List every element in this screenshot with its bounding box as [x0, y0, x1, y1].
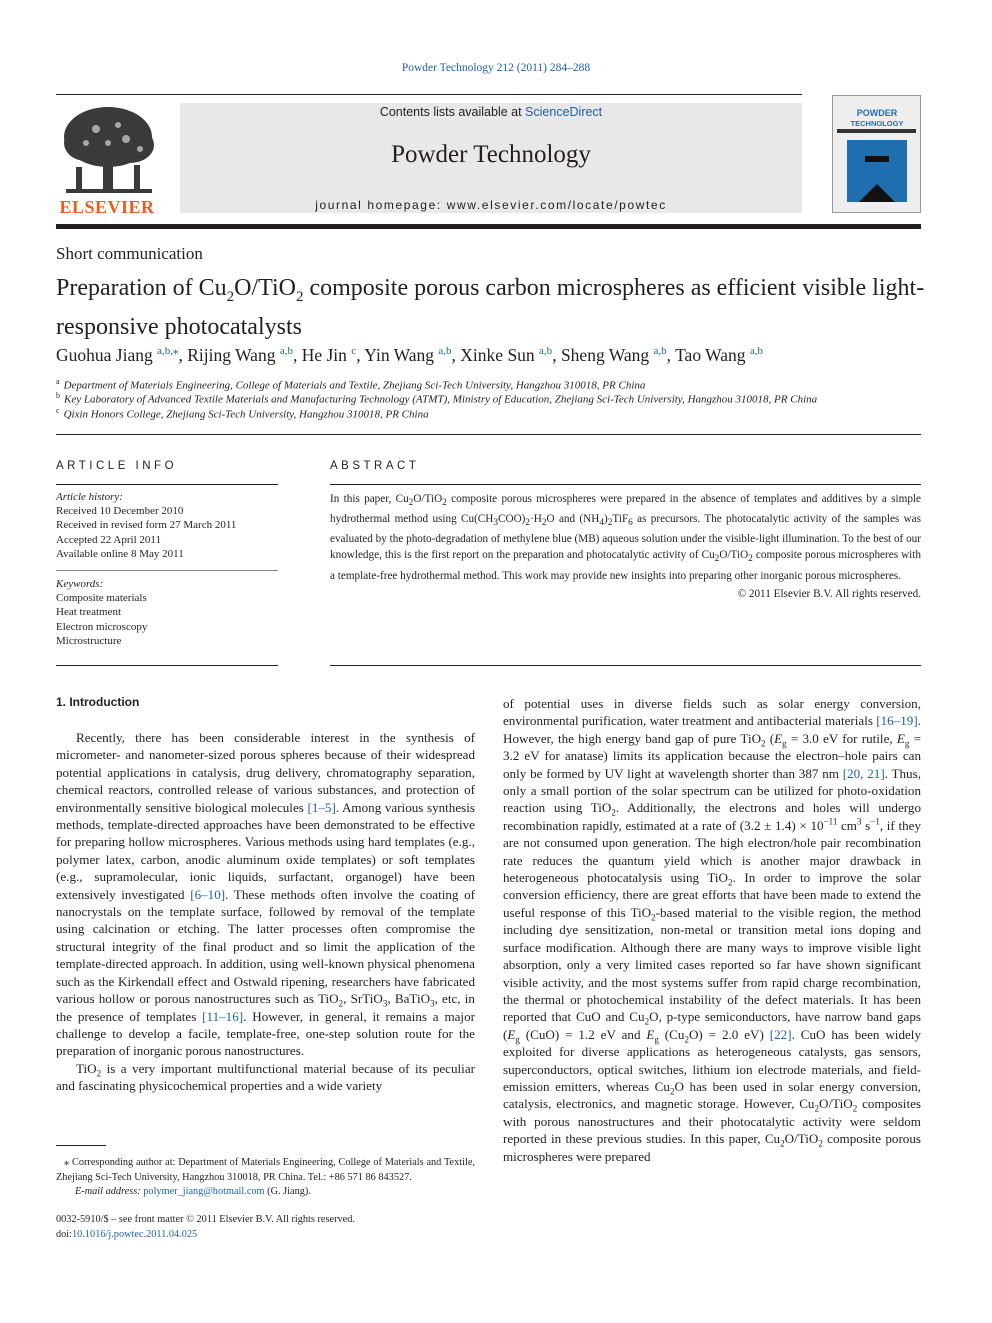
body-column-left — [56, 729, 475, 1095]
journal-cover — [832, 95, 921, 213]
sciencedirect-link[interactable]: ScienceDirect — [525, 105, 603, 119]
email-link[interactable]: polymer_jiang@hotmail.com — [143, 1186, 265, 1197]
keyword: Microstructure — [56, 634, 122, 647]
email-footnote: E-mail address: polymer_jiang@hotmail.com (G. Jiang). — [75, 1186, 311, 1197]
author[interactable]: Xinke Sun — [460, 344, 535, 365]
paragraph: TiO$_2$ is a very important multifunctional material because of its peculiar and fascinating physicochemical properties and a wide variety — [56, 1060, 475, 1094]
author[interactable]: Guohua Jiang — [56, 344, 153, 365]
article-type: Short communication — [56, 244, 203, 263]
body-column-right — [503, 695, 921, 1165]
cover-title-1: POWDER — [856, 108, 898, 118]
keywords: Keywords: Composite materials Heat treatment Electron microscopy Microstructure — [56, 577, 278, 648]
author[interactable]: Yin Wang — [364, 344, 435, 365]
elsevier-wordmark: ELSEVIER — [59, 197, 155, 217]
journal-title: Powder Technology — [391, 141, 591, 168]
author[interactable]: Tao Wang — [675, 344, 746, 365]
author-affiliation-mark[interactable]: a,b,⁎ — [157, 345, 179, 357]
corresponding-author-footnote: ⁎ Corresponding author at: Department of Materials Engineering, College of Materials and Textile, Zhejiang Sci-Tech University, Hangzhou 310018, PR China. Tel.: +86 571 86 843527. — [56, 1157, 475, 1183]
paragraph: of potential uses in diverse fields such as solar energy conversion, environmental purification, water treatment and antibacterial materials [16–19]. However, the high energy band gap of pure TiO$_2$ ($E_g = 3.0$ eV for rutile, $E_g = 3.2$ eV for anatase) limits its application because the electron–hole pairs can only be formed by UV light at wavelength shorter than 387 nm [20, 21]. Thus, only a small portion of the solar spectrum can be utilized for photo-oxidation reaction using TiO$_2$. Additionally, the electrons and holes will undergo recombination rapidly, estimated at a rate of $(3.2 \pm 1.4) \times 10^{-11}$ $cm^3$ $s^{-1}$, if they are not consumed upon generation. The high electron/hole pair recombination rate reduces the quantum yield which is another major drawback in heterogeneous photocatalysis using TiO$_2$. In order to improve the solar conversion efficiency, there are great efforts that have been made to extend the useful response of this TiO$_2$-based material to the visible region, the method including dye sensitization, non-metal or transition metal ions doping and surface modification. Although there are many ways to improve visible light absorption, only a very limited cases reported so far have shown significant visible activity, and the most systems suffer from rapid charge recombination, the thermal or photochemical instability of the defect materials. It has been reported that CuO and $Cu_2O$, p-type semiconductors, have narrow band gaps ($E_g$ (CuO) = 1.2 eV and $E_g$ $(Cu_2O) = 2.0$ eV) [22]. CuO has been widely exploited for diverse applications as heterogeneous catalysts, gas sensors, superconductors, optical switches, lithium ion electrode materials, and field-emission emitters, whereas $Cu_2O$ has been used in solar energy conversion, catalysis, electronics, and magnetic storage. However, $Cu_2O/TiO_2$ composites with porous nanostructures and their photocatalytic activity were seldom reported in these previous studies. In this paper, $Cu_2O/TiO_2$ composite porous microspheres were prepared — [503, 696, 922, 1164]
history-divider — [56, 570, 278, 571]
homepage-link[interactable]: www.elsevier.com/locate/powtec — [446, 198, 667, 212]
abstract-body: In this paper, $Cu_2O/TiO_2$ composite porous microspheres were prepared in the absence of templates and additives by a simple hydrothermal method using $Cu(CH_3COO)_2\cdot H_2O$ and $(NH_4)_2TiF_6$ as precursors. The photocatalytic activity of the samples was evaluated by the photo-degradation of methylene blue (MB) aqueous solution under the visible-light illumination. To the best of our knowledge, this is the first report on the preparation and photocatalytic activity of $Cu_2O/TiO_2$ composite porous microspheres with a template-free hydrothermal method. This work may provide new insights into preparing other inorganic porous microspheres. — [330, 493, 921, 582]
doi-link[interactable]: 10.1016/j.powtec.2011.04.025 — [72, 1229, 198, 1240]
affiliation-c: $^c$ Qixin Honors College, Zhejiang Sci-Tech University, Hangzhou 310018, PR China — [56, 406, 429, 421]
section-heading-introduction: 1. Introduction — [56, 695, 140, 709]
paragraph: Recently, there has been considerable interest in the synthesis of micrometer- and nanometer-sized porous spheres because of their widespread potential applications in catalysis, drug delivery, chromatography separation, chemical reactors, controlled release of various substances, and protection of environmentally sensitive biological molecules [1–5]. Among various synthesis methods, template-directed approaches have been demonstrated to be effective for preparing hollow microspheres. Various methods using hard templates (e.g., polymer latex, carbon, anodic aluminum oxide templates) or soft templates (e.g., supramolecular, ionic liquids, surfactant, organogel) have been extensively investigated [6–10]. These methods often involve the coating of nanocrystals on the template surface, followed by removal of the template using calcination or etching. The latter processes often compromise the structural integrity of the final product and so limit the application of the template-directed approach. In addition, using well-known physical phenomena such as the Kirkendall effect and Ostwald ripening, researchers have fabricated various hollow or porous nanostructures such as TiO$_2$, SrTiO$_3$, BaTiO$_3$, etc, in the presence of templates [11–16]. However, in general, it remains a major challenge to develop a facile, template-free, one-step solution route for the preparation of inorganic porous nanostructures. — [56, 730, 475, 1059]
article-title: Preparation of $Cu_2O/TiO_2$ composite porous carbon microspheres as efficient visible light-responsive photocatalysts — [56, 275, 925, 340]
citation-link[interactable]: [1–5] — [307, 799, 336, 815]
doi-line: doi:10.1016/j.powtec.2011.04.025 — [56, 1229, 198, 1240]
keyword: Composite materials — [56, 592, 147, 605]
journal-homepage: journal homepage: www.elsevier.com/locate/powtec — [315, 198, 667, 212]
contents-line: Contents lists available at ScienceDirect — [379, 105, 603, 119]
author-list: Guohua Jiang $^{a,b,⁎}$, Rijing Wang $^{a,b}$, He Jin $^c$, Yin Wang $^{a,b}$, Xinke Sun $^{a,b}$, Sheng Wang $^{a,b}$, Tao Wang $^{a,b}$ — [56, 344, 764, 365]
running-head[interactable]: Powder Technology 212 (2011) 284–288 — [401, 62, 591, 74]
article-history: Article history: Received 10 December 2010 Received in revised form 27 March 2011 Accepted 22 April 2011 Available online 8 May 2011 — [56, 491, 237, 560]
cover-title-2: TECHNOLOGY — [850, 119, 904, 128]
abstract-divider — [330, 484, 921, 485]
abstract-bottom-divider — [330, 665, 921, 666]
author[interactable]: Sheng Wang — [560, 344, 650, 365]
affiliation-divider — [56, 434, 921, 435]
citation-link[interactable]: [16–19] — [876, 713, 918, 729]
title-divider — [56, 224, 921, 229]
footnote-divider — [56, 1145, 106, 1146]
article-info-divider — [56, 484, 278, 485]
author[interactable]: He Jin — [301, 344, 347, 365]
citation-link[interactable]: [11–16] — [202, 1008, 244, 1024]
affiliation-b: $^b$ Key Laboratory of Advanced Textile Materials and Manufacturing Technology (ATMT), Ministry of Education, Zhejiang Sci-Tech University, Hangzhou 310018, PR China — [56, 391, 818, 406]
author[interactable]: Rijing Wang — [187, 344, 276, 365]
keywords-bottom-divider — [56, 665, 278, 666]
abstract-heading: ABSTRACT — [330, 460, 420, 472]
article-info-heading: ARTICLE INFO — [56, 460, 178, 472]
journal-banner — [180, 103, 802, 213]
affiliation-a: $^a$ Department of Materials Engineering, College of Materials and Textile, Zhejiang Sci-Tech University, Hangzhou 310018, PR China — [56, 377, 646, 392]
citation-link[interactable]: [22] — [769, 1026, 792, 1042]
journal-cover-graphic-icon — [833, 96, 920, 212]
citation-link[interactable]: [20, 21] — [842, 765, 885, 781]
issn-line: 0032-5910/$ – see front matter © 2011 Elsevier B.V. All rights reserved. — [56, 1214, 355, 1225]
keyword: Heat treatment — [56, 606, 122, 619]
citation-link[interactable]: [6–10] — [190, 886, 226, 902]
abstract-copyright: © 2011 Elsevier B.V. All rights reserved. — [737, 588, 921, 600]
keyword: Electron microscopy — [56, 620, 148, 633]
header-rule — [56, 94, 802, 95]
